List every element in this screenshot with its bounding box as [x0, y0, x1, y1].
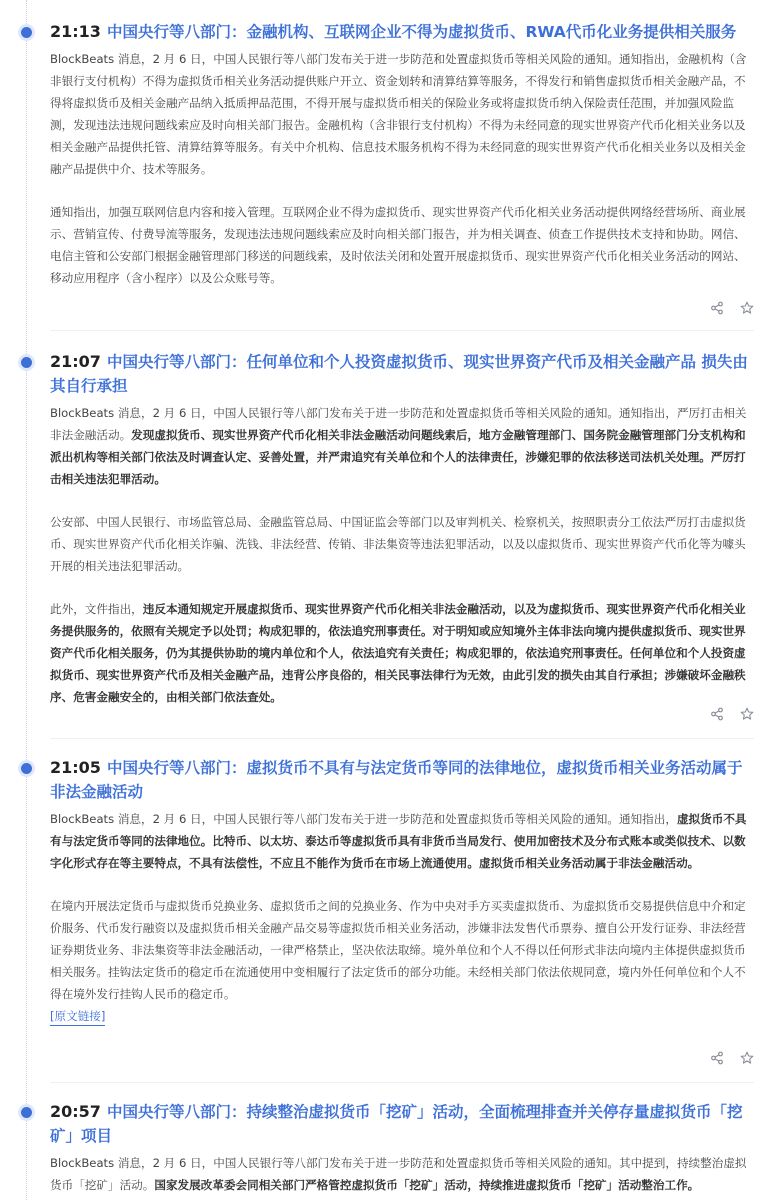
- text-run: BlockBeats 消息，2 月 6 日，中国人民银行等八部门发布关于进一步防范和处置虚拟货币等相关风险的通知。通知指出，金融机构（含非银行支付机构）不得为虚拟货币相关业务活动提供账户开立、资金划转和清算结算等服务，不得发行和销售虚拟货币相关金融产品，不得将虚拟货币及相关金融产品纳入抵质押品范围，不得开展与虚拟货币相关的保险业务或将虚拟货币纳入保险责任范围，并加强风险监测，发现违法违规问题线索应及时向相关部门报告。金融机构（含非银行支付机构）不得为未经同意的现实世界资产代币化相关业务以及相关金融产品提供托管、清算结算等服务。有关中介机构、信息技术服务机构不得为未经同意的现实世界资产代币化相关业务以及相关金融产品提供中介、技术等服务。: [50, 52, 747, 176]
- text-run-bold: 发现虚拟货币、现实世界资产代币化相关非法金融活动问题线索后，地方金融管理部门、国务院金融管理部门分支机构和派出机构等相关部门依法及时调查认定、妥善处置，并严肃追究有关单位和个人的法律责任，涉嫌犯罪的依法移送司法机关处理。严厉打击相关违法犯罪活动。: [50, 428, 746, 486]
- text-run: BlockBeats 消息，2 月 6 日，中国人民银行等八部门发布关于进一步防范和处置虚拟货币等相关风险的通知。通知指出，: [50, 812, 677, 826]
- timeline-dot: [21, 1107, 32, 1118]
- news-title[interactable]: 中国央行等八部门：虚拟货币不具有与法定货币等同的法律地位，虚拟货币相关业务活动属于非法金融活动: [50, 759, 743, 801]
- item-actions: [694, 300, 754, 316]
- news-body: [50, 808, 754, 1027]
- news-header: [50, 756, 754, 804]
- text-run: BlockBeats 消息，2 月 6 日，中国人民银行等八部门发布关于进一步防范和处置虚拟货币等相关风险的通知。其中提到，持续整治虚拟货币「挖矿」活动。: [50, 1156, 747, 1192]
- timeline-dot: [21, 357, 32, 368]
- news-title[interactable]: 中国央行等八部门：任何单位和个人投资虚拟货币、现实世界资产代币及相关金融产品 损失由其自行承担: [50, 353, 748, 395]
- news-item: [0, 756, 774, 1027]
- news-paragraph: [50, 48, 754, 180]
- news-body: [50, 1152, 754, 1196]
- news-header: [50, 350, 754, 398]
- text-run: 在境内开展法定货币与虚拟货币兑换业务、虚拟货币之间的兑换业务、作为中央对手方买卖虚拟货币、为虚拟货币交易提供信息中介和定价服务、代币发行融资以及虚拟货币相关金融产品交易等虚拟货币相关业务活动，涉嫌非法发售代币票券、擅自公开发行证券、非法经营证券期货业务、非法集资等非法金融活动，一律严格禁止，坚决依法取缔。境外单位和个人不得以任何形式非法向境内主体提供虚拟货币相关服务。挂钩法定货币的稳定币在流通使用中变相履行了法定货币的部分功能。未经相关部门依法依规同意，境内外任何单位和个人不得在境外发行挂钩人民币的稳定币。: [50, 899, 746, 1001]
- divider: [50, 1082, 754, 1083]
- text-run: 此外，文件指出，: [50, 602, 143, 616]
- timeline-dot: [21, 27, 32, 38]
- news-paragraph: [50, 895, 754, 1027]
- news-title[interactable]: 中国央行等八部门：持续整治虚拟货币「挖矿」活动，全面梳理排查并关停存量虚拟货币「挖矿」项目: [50, 1103, 743, 1145]
- news-paragraph: [50, 201, 754, 289]
- text-run: BlockBeats 消息，2 月 6 日，中国人民银行等八部门发布关于进一步防范和处置虚拟货币等相关风险的通知。通知指出，严厉打击相关非法金融活动。: [50, 406, 747, 442]
- divider: [50, 330, 754, 331]
- source-link[interactable]: [原文链接]: [50, 1008, 105, 1026]
- news-paragraph: [50, 402, 754, 490]
- text-run-bold: 国家发展改革委会同相关部门严格管控虚拟货币「挖矿」活动，持续推进虚拟货币「挖矿」活动整治工作。: [154, 1178, 700, 1192]
- news-item: [0, 350, 774, 708]
- share-icon[interactable]: [710, 707, 724, 721]
- news-paragraph: [50, 511, 754, 577]
- news-time: 21:05: [50, 758, 101, 777]
- timeline-dot: [21, 763, 32, 774]
- news-paragraph: [50, 808, 754, 874]
- news-header: [50, 20, 754, 44]
- text-run: 通知指出，加强互联网信息内容和接入管理。互联网企业不得为虚拟货币、现实世界资产代币化相关业务活动提供网络经营场所、商业展示、营销宣传、付费导流等服务，发现违法违规问题线索应及时向相关部门报告，并为相关调查、侦查工作提供技术支持和协助。网信、电信主管和公安部门根据金融管理部门移送的问题线索，及时依法关闭和处置开展虚拟货币、现实世界资产代币化相关业务活动的网站、移动应用程序（含小程序）以及公众账号等。: [50, 205, 746, 285]
- text-run-bold: 虚拟货币不具有与法定货币等同的法律地位。比特币、以太坊、泰达币等虚拟货币具有非货币当局发行、使用加密技术及分布式账本或类似技术、以数字化形式存在等主要特点，不具有法偿性，不应且不能作为货币在市场上流通使用。虚拟货币相关业务活动属于非法金融活动。: [50, 812, 747, 870]
- item-actions: [694, 1050, 754, 1066]
- news-time: 20:57: [50, 1102, 101, 1121]
- news-body: [50, 48, 754, 289]
- news-time: 21:13: [50, 22, 101, 41]
- text-run: 公安部、中国人民银行、市场监管总局、金融监管总局、中国证监会等部门以及审判机关、检察机关，按照职责分工依法严厉打击虚拟货币、现实世界资产代币化相关诈骗、洗钱、非法经营、传销、非法集资等违法犯罪活动，以及以虚拟货币、现实世界资产代币化等为噱头开展的相关违法犯罪活动。: [50, 515, 746, 573]
- share-icon[interactable]: [710, 301, 724, 315]
- news-item: [0, 1100, 774, 1196]
- news-time: 21:07: [50, 352, 101, 371]
- news-item: [0, 20, 774, 289]
- news-body: [50, 402, 754, 708]
- text-run-bold: 违反本通知规定开展虚拟货币、现实世界资产代币化相关非法金融活动，以及为虚拟货币、现实世界资产代币化相关业务提供服务的，依照有关规定予以处罚；构成犯罪的，依法追究刑事责任。对于明知或应知境外主体非法向境内提供虚拟货币、现实世界资产代币化相关服务，仍为其提供协助的境内单位和个人，依法追究有关责任；构成犯罪的，依法追究刑事责任。任何单位和个人投资虚拟货币、现实世界资产代币及相关金融产品，违背公序良俗的，相关民事法律行为无效，由此引发的损失由其自行承担；涉嫌破坏金融秩序、危害金融安全的，由相关部门依法查处。: [50, 602, 746, 704]
- star-icon[interactable]: [740, 1051, 754, 1065]
- star-icon[interactable]: [740, 707, 754, 721]
- item-actions: [694, 706, 754, 722]
- share-icon[interactable]: [710, 1051, 724, 1065]
- divider: [50, 738, 754, 739]
- news-paragraph: [50, 1152, 754, 1196]
- news-header: [50, 1100, 754, 1148]
- news-title[interactable]: 中国央行等八部门：金融机构、互联网企业不得为虚拟货币、RWA代币化业务提供相关服务: [106, 23, 737, 41]
- star-icon[interactable]: [740, 301, 754, 315]
- news-paragraph: [50, 598, 754, 708]
